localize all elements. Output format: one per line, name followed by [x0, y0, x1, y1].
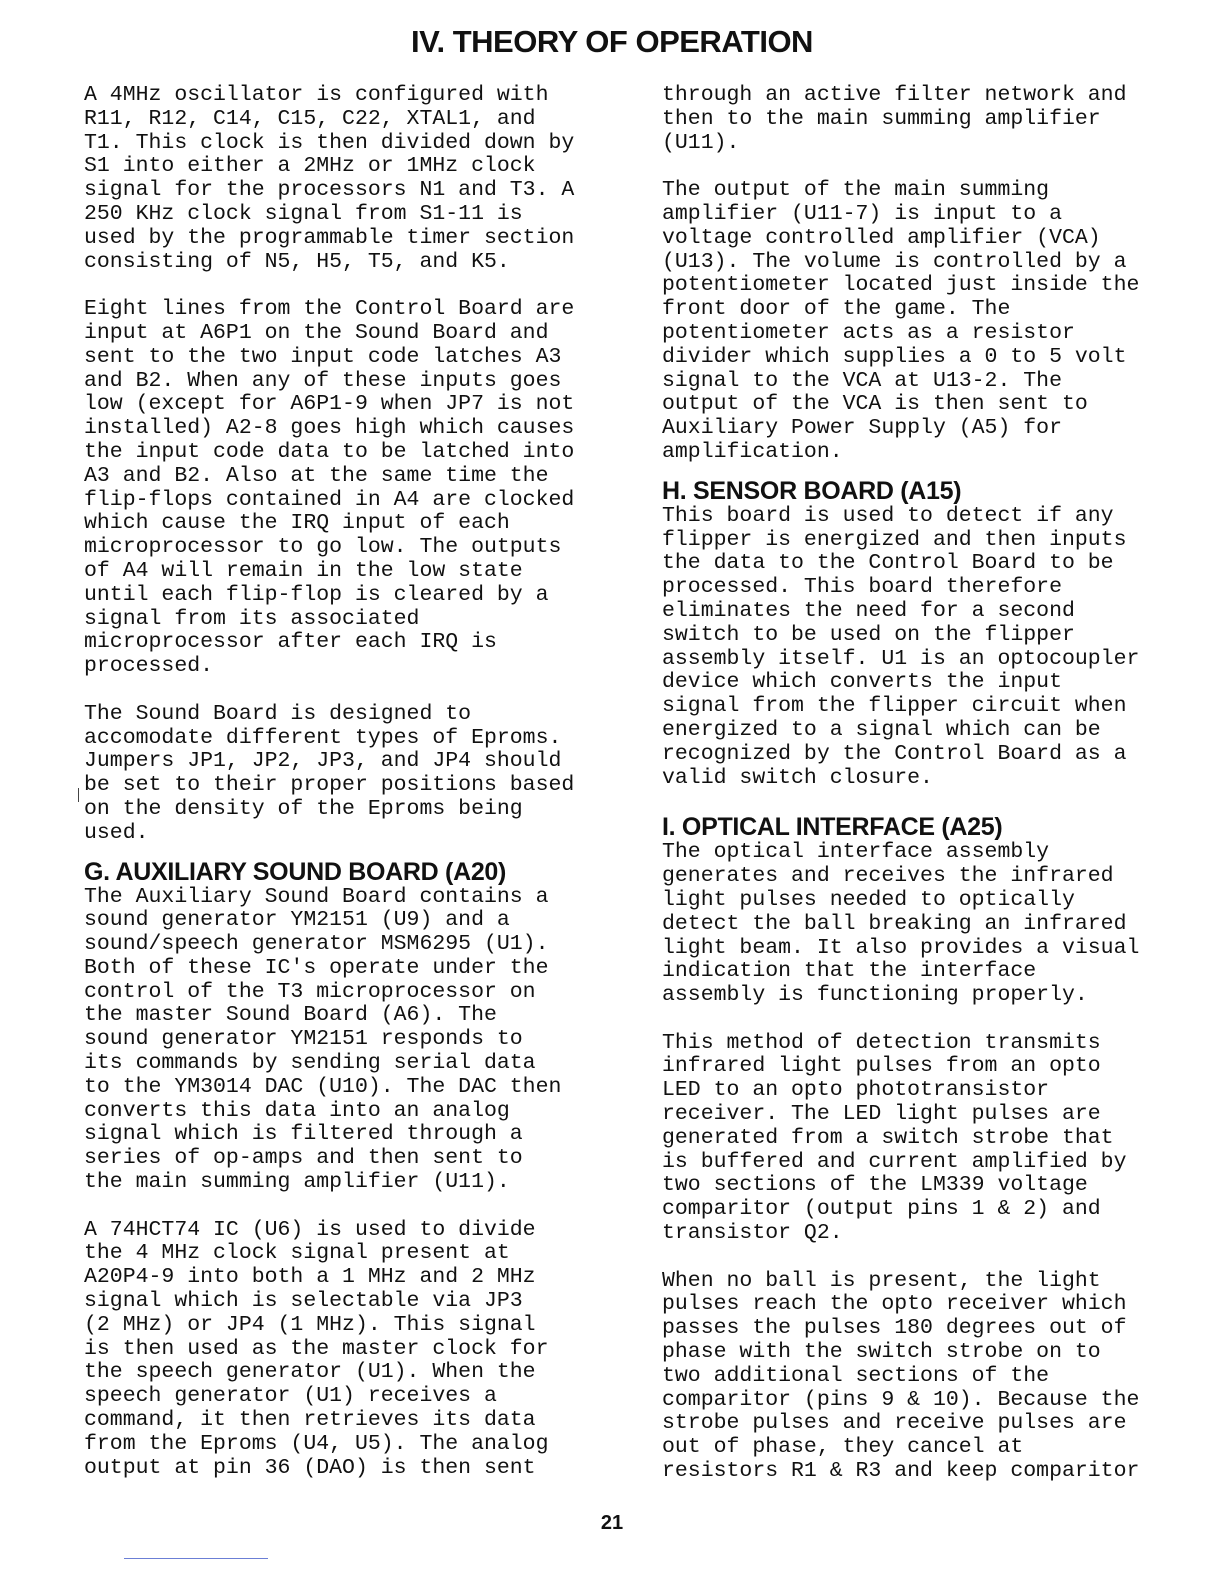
- sensor-board-paragraph: This board is used to detect if any flipper is energized and then inputs the data to the Control Board to be processed. This board therefore eliminates the need for a second switch to be used on the flipper assembly itself. U1 is an optocoupler device which converts the input signal from the flipper circuit when energized to a signal which can be recognized by the Control Board as a valid switch closure.: [662, 503, 1140, 790]
- margin-mark: [78, 788, 79, 802]
- control-lines-paragraph: Eight lines from the Control Board are input at A6P1 on the Sound Board and sent to the two input code latches A3 and B2. When any of these inputs goes low (except for A6P1-9 when JP7 is not installed) A2-8 goes high which causes the input code data to be latched into A3 and B2. Also at the same time the flip-flops contained in A4 are clocked which cause the IRQ input of each microprocessor to go low. The outputs of A4 will remain in the low state until each flip-flop is cleared by a signal from its associated microprocessor after each IRQ is processed.: [84, 297, 575, 679]
- section-heading-h: H. SENSOR BOARD (A15): [662, 476, 962, 505]
- summing-amplifier-paragraph: The output of the main summing amplifier (U11-7) is input to a voltage controlled amplifier (VCA) (U13). The volume is controlled by a potentiometer located just inside the front door of the game. The potentiometer acts as a resistor divider which supplies a 0 to 5 volt signal to the VCA at U13-2. The output of the VCA is then sent to Auxiliary Power Supply (A5) for amplification.: [662, 178, 1140, 464]
- footer-rule: [124, 1558, 268, 1559]
- right-column: [662, 84, 1210, 1484]
- section-heading-g: G. AUXILIARY SOUND BOARD (A20): [84, 857, 507, 886]
- eprom-jumpers-paragraph: The Sound Board is designed to accomodate different types of Eproms. Jumpers JP1, JP2, JP3, and JP4 should be set to their proper positions based on the density of the Eproms being used.: [84, 701, 575, 845]
- filter-network-paragraph: through an active filter network and then to the main summing amplifier (U11).: [662, 83, 1127, 155]
- detection-method-paragraph: This method of detection transmits infrared light pulses from an opto LED to an opto phototransistor receiver. The LED light pulses are generated from a switch strobe that is buffered and current amplified by two sections of the LM339 voltage comparitor (output pins 1 & 2) and transistor Q2.: [662, 1030, 1127, 1246]
- section-heading-i: I. OPTICAL INTERFACE (A25): [662, 813, 1003, 842]
- left-column: [84, 84, 640, 1480]
- oscillator-paragraph: A 4MHz oscillator is configured with R11, R12, C14, C15, C22, XTAL1, and T1. This clock is then divided down by S1 into either a 2MHz or 1MHz clock signal for the processors N1 and T3. A 250 KHz clock signal from S1-11 is used by the programmable timer section consisting of N5, H5, T5, and K5.: [84, 83, 575, 274]
- no-ball-paragraph: When no ball is present, the light pulses reach the opto receiver which passes the pulses 180 degrees out of phase with the switch strobe on to two additional sections of the comparitor (pins 9 & 10). Because the strobe pulses and receive pulses are out of phase, they cancel at resistors R1 & R3 and keep comparitor: [662, 1268, 1140, 1484]
- page-number: 21: [600, 1512, 624, 1534]
- optical-interface-paragraph: The optical interface assembly generates and receives the infrared light pulses needed to optically detect the ball breaking an infrared light beam. It also provides a visual indication that the interface assembly is functioning properly.: [662, 840, 1140, 1008]
- auxiliary-sound-paragraph: The Auxiliary Sound Board contains a sound generator YM2151 (U9) and a sound/speech generator MSM6295 (U1). Both of these IC's operate under the control of the T3 microprocessor on the master Sound Board (A6). The sound generator YM2151 responds to its commands by sending serial data to the YM3014 DAC (U10). The DAC then converts this data into an analog signal which is filtered through a series of op-amps and then sent to the main summing amplifier (U11).: [84, 884, 562, 1195]
- page-title: IV. THEORY OF OPERATION: [411, 24, 813, 59]
- clock-divider-paragraph: A 74HCT74 IC (U6) is used to divide the 4 MHz clock signal present at A20P4-9 into both a 1 MHz and 2 MHz signal which is selectable via JP3 (2 MHz) or JP4 (1 MHz). This signal is then used as the master clock for the speech generator (U1). When the speech generator (U1) receives a command, it then retrieves its data from the Eproms (U4, U5). The analog output at pin 36 (DAO) is then sent: [84, 1217, 549, 1480]
